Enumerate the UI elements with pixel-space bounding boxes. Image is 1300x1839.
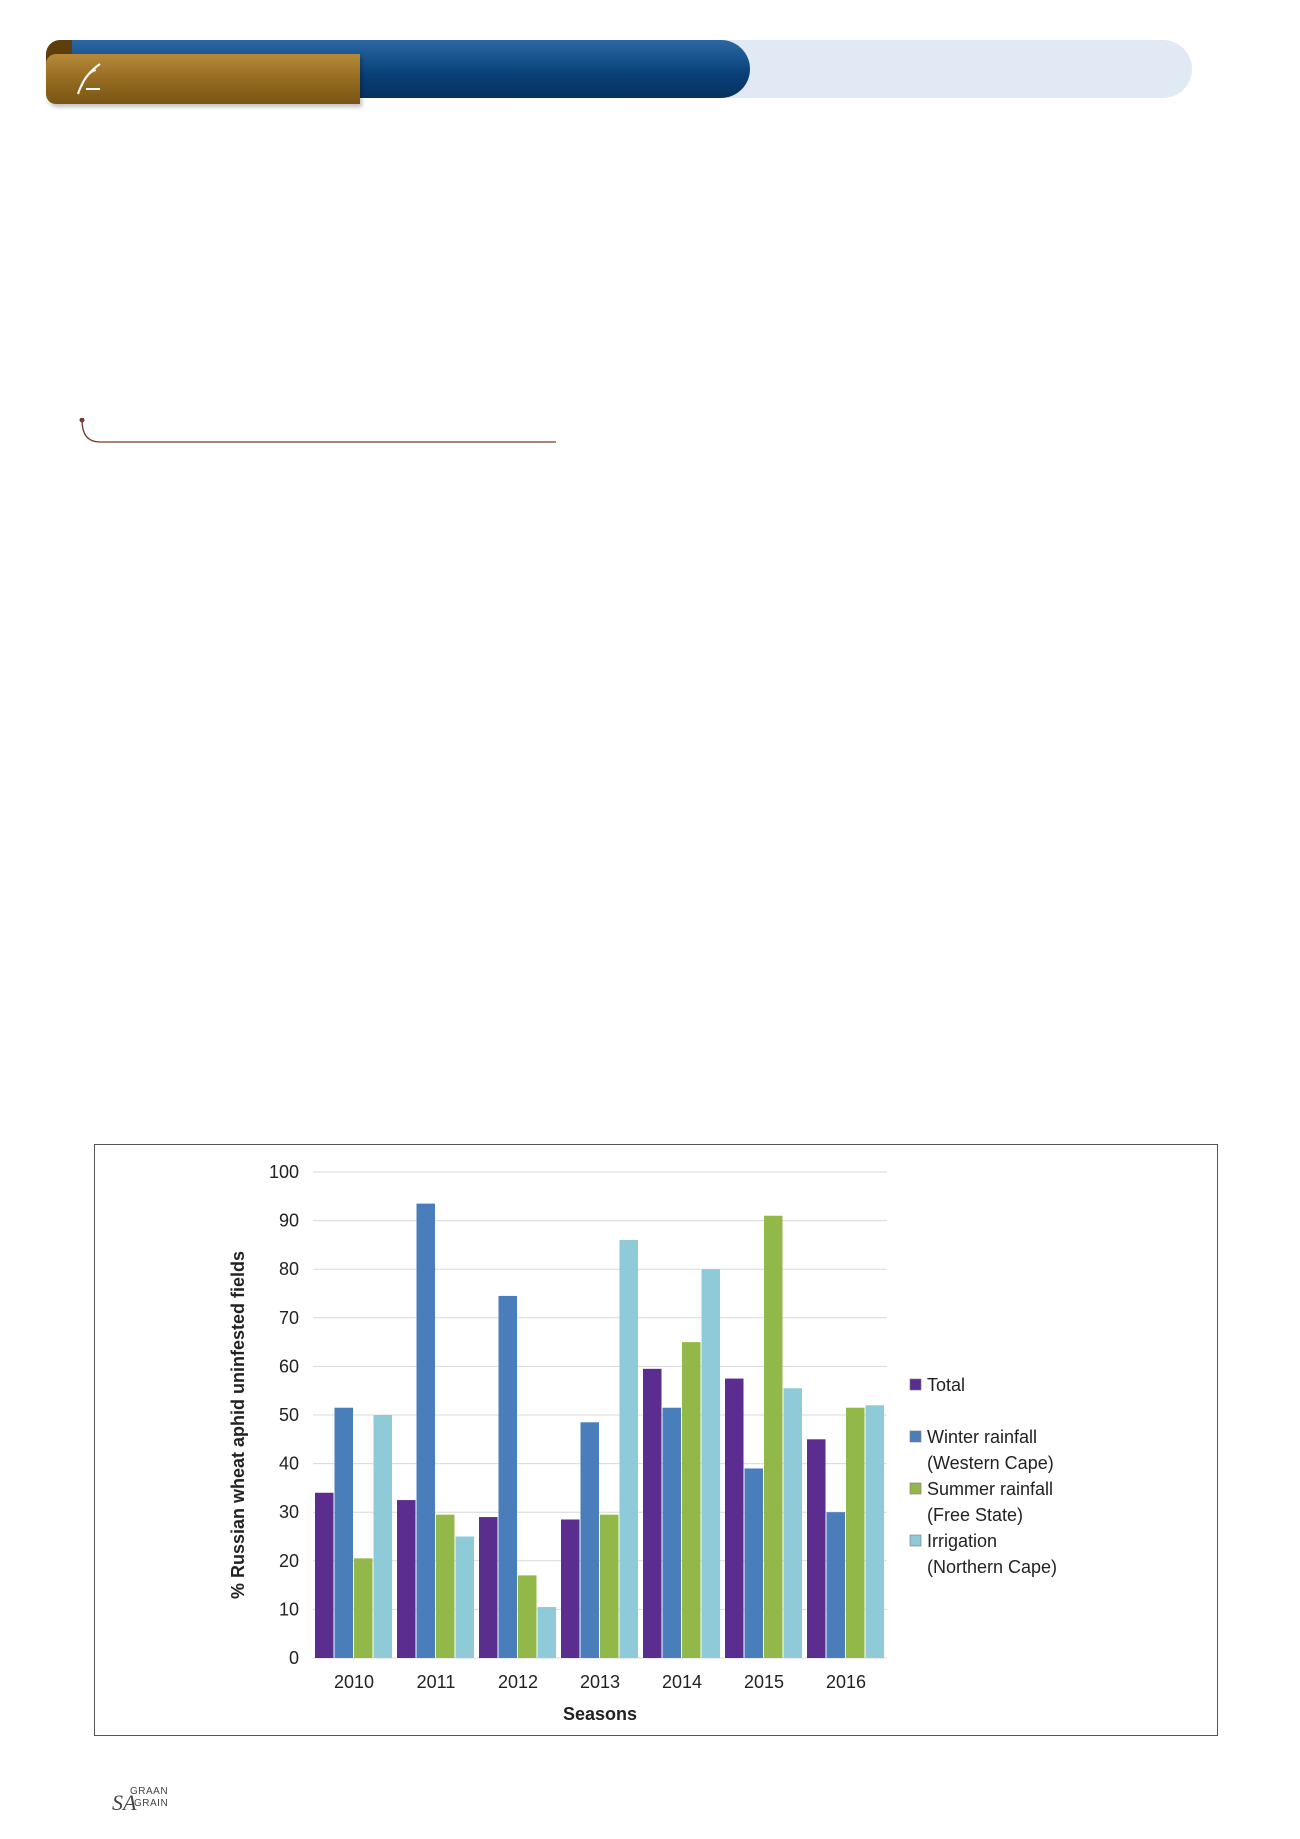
x-axis-title: Seasons — [562, 1704, 638, 1724]
chart-frame — [94, 1144, 1218, 1736]
bar — [643, 1369, 662, 1658]
legend-label: (Western Cape) — [927, 1453, 1054, 1473]
bar-chart — [95, 1145, 1217, 1735]
legend-label: Total — [927, 1375, 966, 1395]
bar — [581, 1422, 600, 1658]
y-tick-label: 10 — [278, 1599, 299, 1620]
bar — [397, 1500, 416, 1658]
x-tick-label: 2016 — [825, 1672, 867, 1692]
bar — [538, 1607, 557, 1658]
legend-label: Irrigation — [927, 1531, 998, 1551]
y-tick-label: 80 — [278, 1259, 299, 1280]
bar — [456, 1537, 475, 1659]
legend-label: Summer rainfall — [927, 1479, 1054, 1499]
logo-grain-text: GRAIN — [134, 1798, 169, 1809]
bar — [764, 1216, 783, 1658]
bar — [827, 1512, 846, 1658]
bar — [620, 1240, 639, 1658]
y-tick-label: 60 — [278, 1356, 299, 1377]
bar — [374, 1415, 393, 1658]
bar — [479, 1517, 498, 1658]
bar — [518, 1575, 537, 1658]
y-axis-title: % Russian wheat aphid uninfested fields — [228, 1250, 248, 1600]
y-tick-label: 90 — [278, 1210, 299, 1231]
bar — [702, 1269, 721, 1658]
y-tick-label: 40 — [278, 1453, 299, 1474]
bar — [354, 1558, 373, 1658]
legend-swatch — [910, 1379, 921, 1390]
bar — [335, 1408, 354, 1658]
x-tick-label: 2014 — [661, 1672, 703, 1692]
legend-swatch — [910, 1431, 921, 1442]
legend-swatch — [910, 1535, 921, 1546]
bar — [846, 1408, 865, 1658]
legend-label: (Northern Cape) — [927, 1557, 1058, 1577]
sa-grain-logo — [112, 1786, 182, 1816]
y-tick-label: 20 — [278, 1550, 299, 1571]
bar — [600, 1515, 619, 1658]
x-tick-label: 2011 — [416, 1672, 456, 1692]
bar — [436, 1515, 455, 1658]
bar — [725, 1379, 744, 1658]
bar — [745, 1468, 764, 1658]
y-tick-label: 100 — [268, 1162, 299, 1182]
x-tick-label: 2015 — [743, 1672, 785, 1692]
bar — [807, 1439, 826, 1658]
bar — [499, 1296, 518, 1658]
legend-label: (Free State) — [927, 1505, 1024, 1525]
bar — [784, 1388, 803, 1658]
logo-sa-text: SA — [112, 1790, 137, 1815]
y-tick-label: 30 — [278, 1502, 299, 1523]
x-tick-label: 2010 — [333, 1672, 375, 1692]
y-tick-label: 50 — [278, 1405, 299, 1425]
x-tick-label: 2012 — [497, 1672, 539, 1692]
legend-label: Winter rainfall — [927, 1427, 1038, 1447]
bar — [561, 1519, 580, 1658]
y-tick-label: 0 — [288, 1648, 299, 1668]
bar — [682, 1342, 701, 1658]
legend-swatch — [910, 1483, 921, 1494]
decorative-divider-line — [78, 418, 558, 448]
logo-graan-text: GRAAN — [130, 1786, 169, 1797]
bar — [417, 1204, 436, 1658]
bar — [315, 1493, 334, 1658]
wheat-logo-icon — [70, 60, 104, 98]
bar — [663, 1408, 682, 1658]
y-tick-label: 70 — [278, 1307, 299, 1328]
x-tick-label: 2013 — [579, 1672, 621, 1692]
bar — [866, 1405, 885, 1658]
